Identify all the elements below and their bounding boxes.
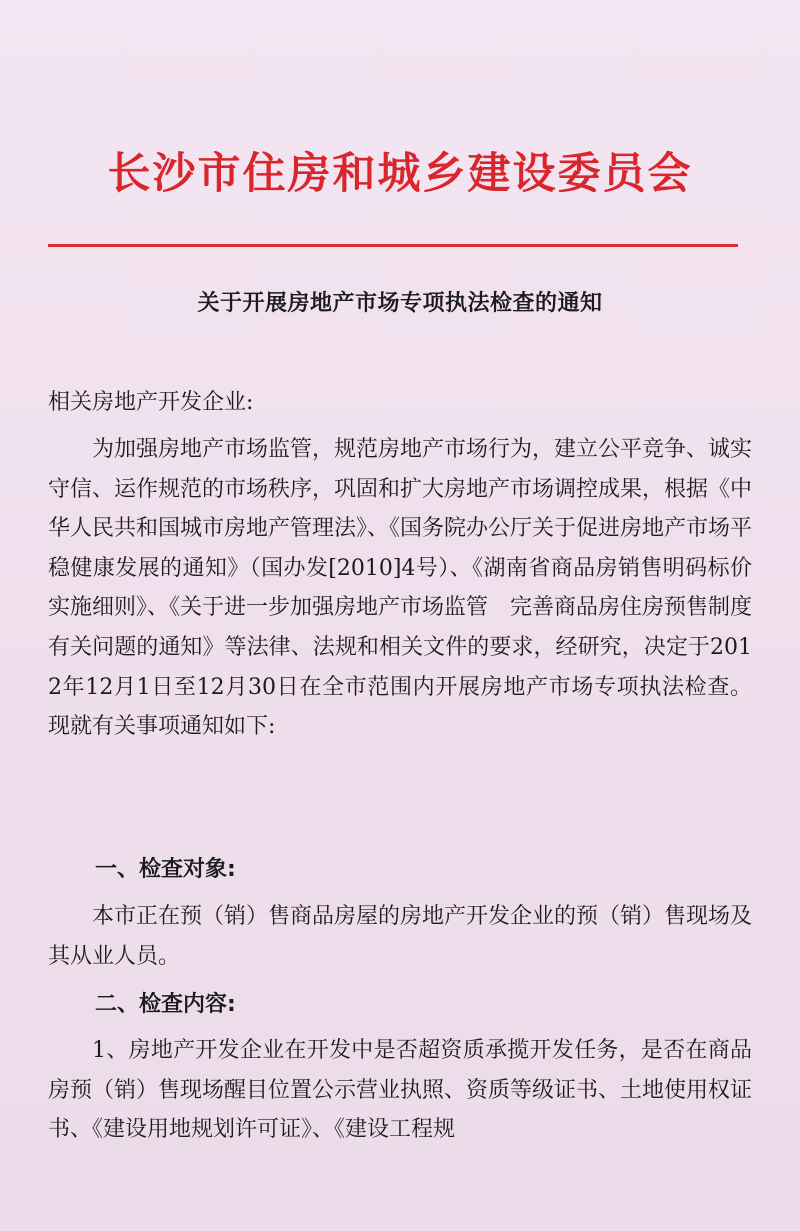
inspection-target-paragraph: 本市正在预（销）售商品房屋的房地产开发企业的预（销）售现场及其从业人员。 (48, 904, 753, 969)
salutation: 相关房地产开发企业: (48, 390, 254, 415)
intro-paragraph: 为加强房地产市场监管，规范房地产市场行为，建立公平竞争、诚实守信、运作规范的市场秩序，巩固和扩大房地产市场调控成果，根据《中华人民共和国城市房地产管理法》、《国务院办公厅关于促进房地产市场平稳健康发展的通知》（国办发[2010]4号）、《湖南省商品房销售明码标价实施细则》、《关于进一步加强房地产市场监管 完善商品房住房预售制度有关问题的通知》等法律、法规和相关文件的要求，经研究，决定于2012年12月1日至12月30日在全市范围内开展房地产市场专项执法检查。现就有关事项通知如下: (48, 437, 753, 740)
section-heading-inspection-content: 二、检查内容: (95, 992, 236, 1017)
document-title: 关于开展房地产市场专项执法检查的通知 (197, 291, 603, 316)
inspection-content-item-1: 1、房地产开发企业在开发中是否超资质承揽开发任务，是否在商品房预（销）售现场醒目位置公示营业执照、资质等级证书、土地使用权证书、《建设用地规划许可证》、《建设工程规 (48, 1038, 753, 1143)
red-divider-line (48, 244, 738, 247)
section-heading-inspection-target: 一、检查对象: (95, 857, 236, 882)
issuer-masthead: 长沙市住房和城乡建设委员会 (107, 149, 693, 199)
